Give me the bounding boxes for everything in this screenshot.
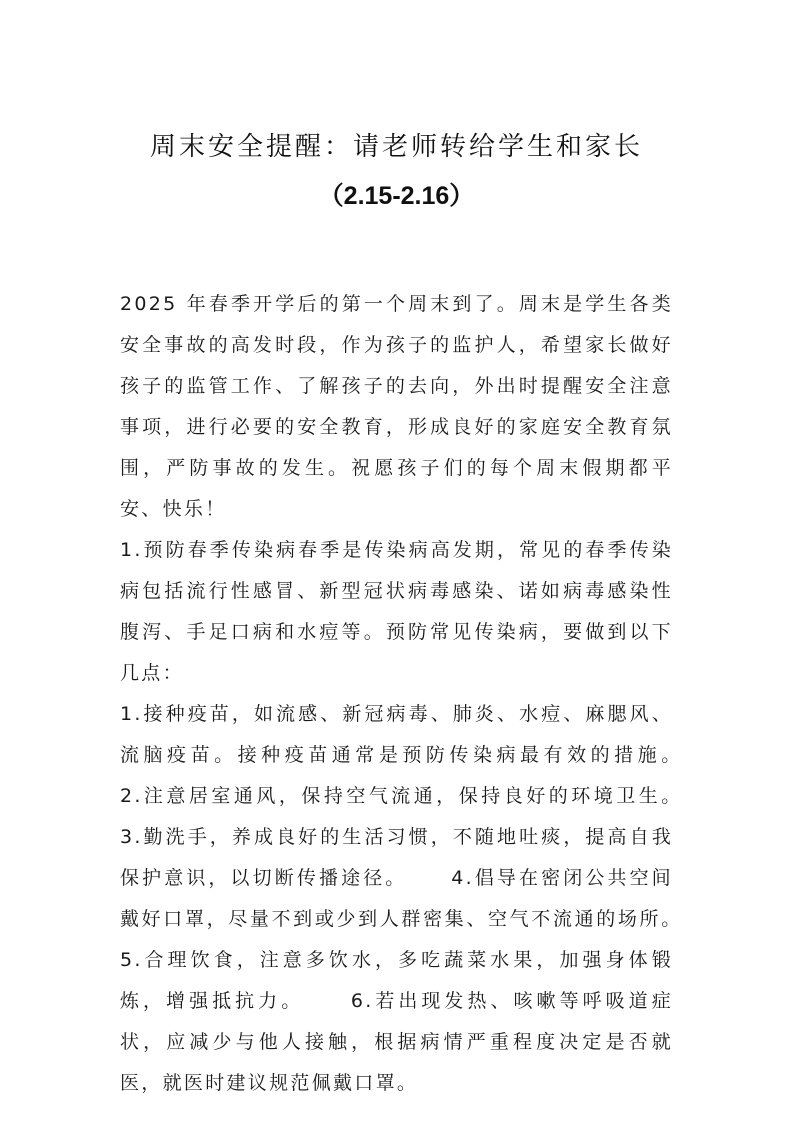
section-1-paragraph: 1.预防春季传染病春季是传染病高发期，常见的春季传染病包括流行性感冒、新型冠状病毒感染、诺如病毒感染性腹泻、手足口病和水痘等。预防常见传染病，要做到以下几点： — [120, 539, 673, 684]
document-date-range: （2.15-2.16） — [318, 182, 475, 210]
document-body — [120, 284, 724, 1104]
intro-paragraph: 2025 年春季开学后的第一个周末到了。周末是学生各类安全事故的高发时段，作为孩子的监护人，希望家长做好孩子的监管工作、了解孩子的去向，外出时提醒安全注意事项，进行必要的安全教育，形成良好的家庭安全教育氛围，严防事故的发生。祝愿孩子们的每个周末假期都平安、快乐！ — [120, 293, 673, 520]
prevention-tips-paragraph: 1.接种疫苗，如流感、新冠病毒、肺炎、水痘、麻腮风、流脑疫苗。接种疫苗通常是预防传染病最有效的措施。 2.注意居室通风，保持空气流通，保持良好的环境卫生。 3.勤洗手，养成良好的生活习惯，不随地吐痰，提高自我保护意识，以切断传播途径。 4.倡导在密闭公共空间戴好口罩，尽量不到或少到人群密集、空气不流通的场所。 5.合理饮食，注意多饮水，多吃蔬菜水果，加强身体锻炼，增强抵抗力。 6.若出现发热、咳嗽等呼吸道症状，应减少与他人接触，根据病情严重程度决定是否就医，就医时建议规范佩戴口罩。 — [120, 703, 724, 1094]
document-title: 周末安全提醒：请老师转给学生和家长 — [149, 132, 643, 162]
